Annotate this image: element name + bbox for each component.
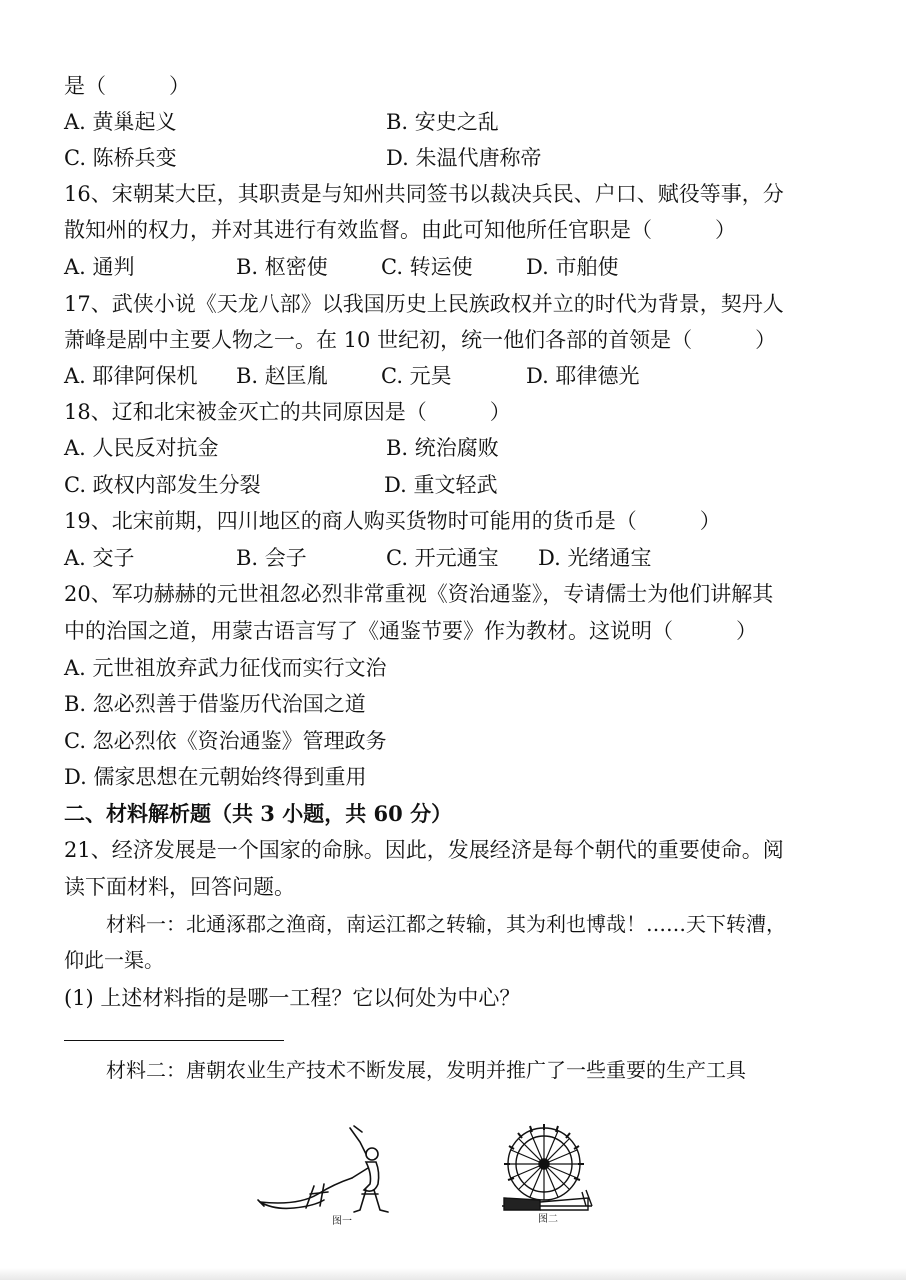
q16-line-2: 散知州的权力，并对其进行有效监督。由此可知他所任官职是（ ） xyxy=(64,218,736,242)
q21-line-2: 读下面材料，回答问题。 xyxy=(64,875,295,899)
q18-option-b: B. 统治腐败 xyxy=(386,436,499,460)
q18-line-1: 18、辽和北宋被金灭亡的共同原因是（ ） xyxy=(64,400,511,424)
q16-option-d: D. 市舶使 xyxy=(526,255,619,279)
q19-option-a: A. 交子 xyxy=(64,546,135,570)
q18-option-a: A. 人民反对抗金 xyxy=(64,436,219,460)
q15-option-a: A. 黄巢起义 xyxy=(64,110,177,134)
q16-option-c: C. 转运使 xyxy=(381,255,473,279)
q21-subquestion-1: (1) 上述材料指的是哪一工程？它以何处为中心？ xyxy=(64,986,521,1010)
q19-line-1: 19、北宋前期，四川地区的商人购买货物时可能用的货币是（ ） xyxy=(64,509,721,533)
plough-figure xyxy=(254,1124,414,1216)
q21-material2-line-1: 材料二：唐朝农业生产技术不断发展，发明并推广了一些重要的生产工具 xyxy=(106,1058,746,1082)
q16-line-1: 16、宋朝某大臣，其职责是与知州共同签书以裁决兵民、户口、赋役等事，分 xyxy=(64,182,784,206)
q17-option-b: B. 赵匡胤 xyxy=(236,364,328,388)
q17-line-2: 萧峰是剧中主要人物之一。在 10 世纪初，统一他们各部的首领是（ ） xyxy=(64,328,777,352)
q17-line-1: 17、武侠小说《天龙八部》以我国历史上民族政权并立的时代为背景，契丹人 xyxy=(64,292,784,316)
q17-option-a: A. 耶律阿保机 xyxy=(64,364,198,388)
q18-option-c: C. 政权内部发生分裂 xyxy=(64,473,261,497)
q16-option-b: B. 枢密使 xyxy=(236,255,328,279)
q19-option-d: D. 光绪通宝 xyxy=(538,546,652,570)
waterwheel-figure xyxy=(500,1120,596,1214)
q17-option-c: C. 元昊 xyxy=(381,364,452,388)
section-heading: 二、材料解析题（共 3 小题，共 60 分） xyxy=(64,801,453,826)
q20-option-a: A. 元世祖放弃武力征伐而实行文治 xyxy=(64,656,387,680)
q19-option-c: C. 开元通宝 xyxy=(386,546,499,570)
q18-option-d: D. 重文轻武 xyxy=(384,473,498,497)
q19-option-b: B. 会子 xyxy=(236,546,307,570)
q21-material1-line-2: 仰此一渠。 xyxy=(64,948,164,972)
page-bottom-edge xyxy=(0,1268,906,1280)
q20-option-b: B. 忽必烈善于借鉴历代治国之道 xyxy=(64,692,366,716)
q21-material1-line-1: 材料一：北通涿郡之渔商，南运江都之转输，其为利也博哉！……天下转漕， xyxy=(106,912,786,936)
figure-1-caption: 图一 xyxy=(332,1216,352,1227)
q20-option-c: C. 忽必烈依《资治通鉴》管理政务 xyxy=(64,729,387,753)
q20-line-1: 20、军功赫赫的元世祖忽必烈非常重视《资治通鉴》，专请儒士为他们讲解其 xyxy=(64,582,774,606)
q17-option-d: D. 耶律德光 xyxy=(526,364,640,388)
q15-option-d: D. 朱温代唐称帝 xyxy=(386,146,542,170)
figure-2-caption: 图二 xyxy=(538,1214,558,1225)
answer-line xyxy=(64,1040,284,1041)
q15-stem-tail: 是（ ） xyxy=(64,74,190,98)
q15-option-c: C. 陈桥兵变 xyxy=(64,146,177,170)
q20-line-2: 中的治国之道，用蒙古语言写了《通鉴节要》作为教材。这说明（ ） xyxy=(64,619,757,643)
q21-line-1: 21、经济发展是一个国家的命脉。因此，发展经济是每个朝代的重要使命。阅 xyxy=(64,838,784,862)
q15-option-b: B. 安史之乱 xyxy=(386,110,499,134)
q20-option-d: D. 儒家思想在元朝始终得到重用 xyxy=(64,765,367,789)
q16-option-a: A. 通判 xyxy=(64,255,135,279)
